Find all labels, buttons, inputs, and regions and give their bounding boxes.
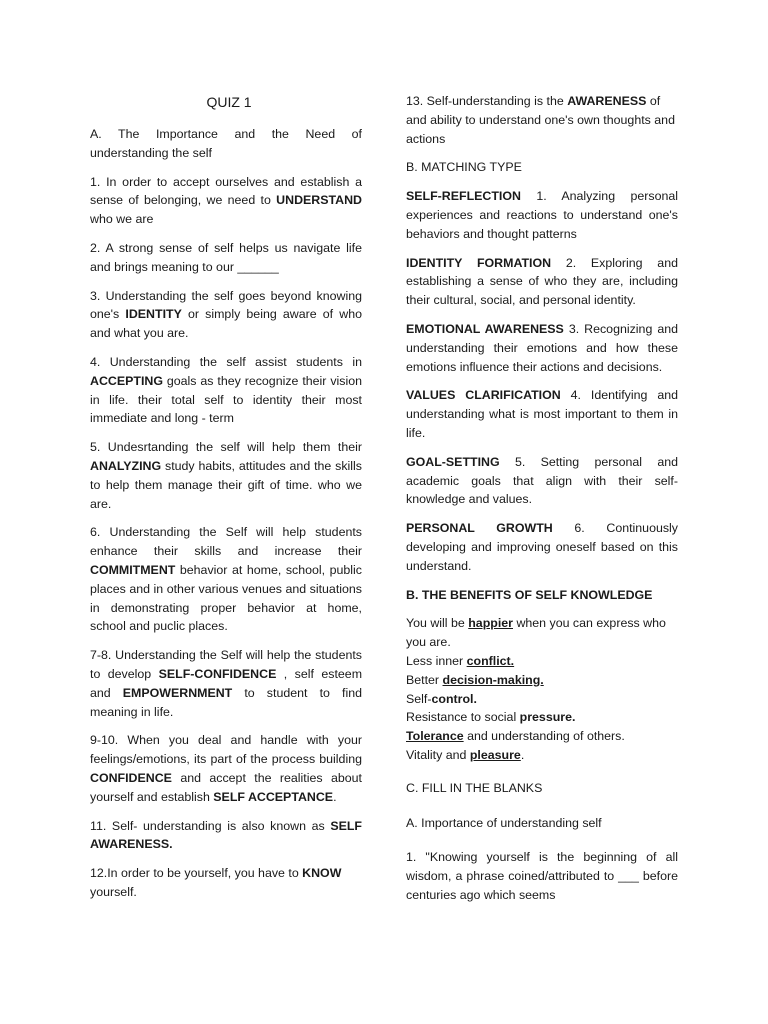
answer-understand: UNDERSTAND: [276, 193, 362, 208]
matching-item-6: PERSONAL GROWTH 6. Continuously developing and improving oneself based on this understand.: [406, 521, 678, 573]
question-2: 2. A strong sense of self helps us navigate life and brings meaning to our ______: [90, 240, 362, 274]
matching-term: IDENTITY FORMATION: [406, 255, 552, 270]
right-column: [406, 92, 678, 915]
section-c-heading: C. FILL IN THE BLANKS: [406, 780, 543, 795]
left-column: [90, 92, 362, 912]
quiz-title: QUIZ 1: [206, 94, 252, 110]
matching-item-2: IDENTITY FORMATION 2. Exploring and establishing a sense of who they are, including their cultural, social, and personal identity.: [406, 255, 678, 308]
matching-term: PERSONAL GROWTH: [406, 521, 553, 536]
benefit-pleasure: Vitality and pleasure.: [406, 747, 525, 762]
benefit-happier: You will be happier when you can express who you are.: [406, 616, 666, 650]
matching-item-5: GOAL-SETTING 5. Setting personal and academic goals that align with their self-knowledge and values.: [406, 454, 678, 507]
benefit-self-control: Self-control.: [406, 691, 477, 706]
answer-self-acceptance: SELF ACCEPTANCE: [213, 789, 334, 804]
matching-term: VALUES CLARIFICATION: [406, 388, 561, 403]
benefit-pressure: Resistance to social pressure.: [406, 710, 576, 725]
answer-analyzing: ANALYZING: [90, 458, 162, 473]
benefit-decision-making: Better decision-making.: [406, 672, 544, 687]
answer-accepting: ACCEPTING: [90, 373, 163, 388]
question-6: 6. Understanding the Self will help students enhance their skills and increase their COMMITMENT behavior at home, school, public places and in other various venues and situations in demonstrating proper behavior at home, school and puclic places.: [90, 525, 362, 634]
sub-a-heading: A. Importance of understanding self: [406, 815, 602, 830]
fill-blank-1: 1. "Knowing yourself is the beginning of all wisdom, a phrase coined/attributed to ___ before centuries ago which seems: [406, 850, 678, 902]
section-b-heading: B. MATCHING TYPE: [406, 160, 522, 175]
question-5: 5. Undesrtanding the self will help them their ANALYZING study habits, attitudes and the skills to help them manage their gift of time. who we are.: [90, 440, 362, 511]
answer-commitment: COMMITMENT: [90, 562, 176, 577]
matching-item-1: SELF-REFLECTION 1. Analyzing personal experiences and reactions to understand one's behaviors and thought patterns: [406, 189, 678, 241]
question-9-10: 9-10. When you deal and handle with your feelings/emotions, its part of the process building CONFIDENCE and accept the realities about yourself and establish SELF ACCEPTANCE.: [90, 733, 362, 804]
matching-term: GOAL-SETTING: [406, 454, 500, 469]
matching-item-3: EMOTIONAL AWARENESS 3. Recognizing and understanding their emotions and how these emotions influence their actions and decisions.: [406, 321, 678, 374]
section-a-heading: A. The Importance and the Need of understanding the self: [90, 127, 362, 160]
answer-empowernment: EMPOWERNMENT: [122, 685, 233, 700]
answer-awareness: AWARENESS: [567, 94, 647, 108]
question-12: 12.In order to be yourself, you have to KNOW yourself.: [90, 866, 342, 899]
question-11: 11. Self- understanding is also known as SELF AWARENESS.: [90, 818, 362, 852]
question-1: 1. In order to accept ourselves and establish a sense of belonging, we need to UNDERSTAND who we are: [90, 174, 362, 227]
matching-term: SELF-REFLECTION: [406, 189, 521, 204]
matching-item-4: VALUES CLARIFICATION 4. Identifying and understanding what is most important to them in life.: [406, 388, 678, 440]
benefit-conflict: Less inner conflict.: [406, 653, 515, 668]
matching-term: EMOTIONAL AWARENESS: [406, 321, 564, 336]
question-4: 4. Understanding the self assist students in ACCEPTING goals as they recognize their vision in life. their total self to identity their most immediate and long - term: [90, 354, 362, 426]
answer-identity: IDENTITY: [125, 307, 182, 322]
question-3: 3. Understanding the self goes beyond knowing one's IDENTITY or simply being aware of who and what you are.: [90, 288, 362, 341]
benefits-heading: B. THE BENEFITS OF SELF KNOWLEDGE: [406, 587, 653, 602]
question-7-8: 7-8. Understanding the Self will help the students to develop SELF-CONFIDENCE , self esteem and EMPOWERNMENT to student to find meaning in life.: [90, 648, 363, 719]
answer-know: KNOW: [302, 866, 342, 881]
answer-confidence: CONFIDENCE: [90, 770, 172, 785]
benefit-tolerance: Tolerance and understanding of others.: [406, 729, 625, 744]
answer-self-awareness: SELF AWARENESS.: [90, 818, 362, 852]
benefits-list: [406, 614, 678, 764]
question-13: 13. Self-understanding is the AWARENESS of and ability to understand one's own thoughts and actions: [406, 94, 675, 146]
answer-self-confidence: SELF-CONFIDENCE: [158, 666, 277, 681]
